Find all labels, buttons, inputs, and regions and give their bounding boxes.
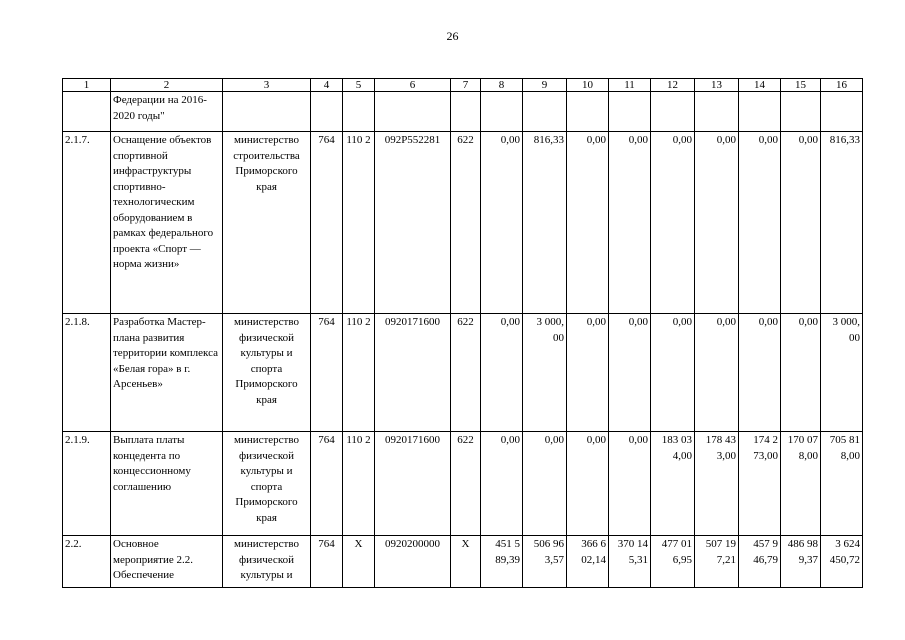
activity-name-cell: Оснащение объектов спортивной инфраструктуры спортивно-технологическим оборудованием в рамках федерального проекта «Спорт — норма жизни» [111,132,223,314]
amount-cell: 0,00 [695,132,739,314]
amount-cell: 0,00 [567,132,609,314]
code-cell: 0920171600 [375,432,451,536]
amount-cell: 366 6 02,14 [567,536,609,588]
column-header: 1 [63,79,111,92]
executor-cell [223,92,311,132]
amount-cell: 0,00 [609,314,651,432]
column-header: 13 [695,79,739,92]
amount-cell: 0,00 [567,314,609,432]
amount-cell: 370 14 5,31 [609,536,651,588]
code-cell: 0920200000 [375,536,451,588]
column-header: 16 [821,79,863,92]
activity-name-cell: Федерации на 2016-2020 годы" [111,92,223,132]
row-number-cell: 2.1.7. [63,132,111,314]
code-cell: 764 [311,432,343,536]
amount-cell: 0,00 [781,132,821,314]
code-cell: 622 [451,432,481,536]
amount-cell: 451 5 89,39 [481,536,523,588]
amount-cell [781,92,821,132]
executor-cell: министерство физической культуры и [223,536,311,588]
column-header: 9 [523,79,567,92]
amount-cell: 0,00 [695,314,739,432]
code-cell: 110 2 [343,314,375,432]
amount-cell: 0,00 [781,314,821,432]
table-row [63,536,863,588]
row-number-cell: 2.1.9. [63,432,111,536]
code-cell: 110 2 [343,132,375,314]
activity-name-cell: Выплата платы концедента по концессионному соглашению [111,432,223,536]
amount-cell: 183 03 4,00 [651,432,695,536]
column-header: 4 [311,79,343,92]
column-header: 3 [223,79,311,92]
code-cell: 622 [451,314,481,432]
amount-cell: 477 01 6,95 [651,536,695,588]
activity-name-cell: Разработка Мастер-плана развития территории комплекса «Белая гора» в г. Арсеньев» [111,314,223,432]
code-cell: 764 [311,314,343,432]
code-cell [343,92,375,132]
amount-cell: 506 96 3,57 [523,536,567,588]
page-number: 26 [446,29,459,43]
amount-cell: 0,00 [481,432,523,536]
activity-name-cell: Основное мероприятие 2.2. Обеспечение [111,536,223,588]
table-row [63,314,863,432]
amount-cell: 178 43 3,00 [695,432,739,536]
code-cell: 764 [311,536,343,588]
amount-cell: 0,00 [651,314,695,432]
amount-cell: 816,33 [821,132,863,314]
amount-cell: 0,00 [739,132,781,314]
column-header: 5 [343,79,375,92]
code-cell [311,92,343,132]
amount-cell: 3 000, 00 [821,314,863,432]
code-cell [375,92,451,132]
table-row [63,432,863,536]
column-header: 12 [651,79,695,92]
amount-cell [481,92,523,132]
amount-cell: 0,00 [609,132,651,314]
executor-cell: министерство строительства Приморского края [223,132,311,314]
amount-cell: 0,00 [523,432,567,536]
amount-cell [695,92,739,132]
code-cell: 092P552281 [375,132,451,314]
header-row [63,79,863,92]
amount-cell: 3 624 450,72 [821,536,863,588]
amount-cell: 0,00 [651,132,695,314]
table-row [63,132,863,314]
amount-cell: 705 81 8,00 [821,432,863,536]
amount-cell [523,92,567,132]
amount-cell: 3 000, 00 [523,314,567,432]
column-header: 14 [739,79,781,92]
amount-cell: 457 9 46,79 [739,536,781,588]
amount-cell: 0,00 [609,432,651,536]
budget-table [62,78,863,588]
amount-cell [739,92,781,132]
code-cell: 622 [451,132,481,314]
executor-cell: министерство физической культуры и спорта Приморского края [223,314,311,432]
executor-cell: министерство физической культуры и спорта Приморского края [223,432,311,536]
amount-cell: 174 2 73,00 [739,432,781,536]
column-header: 8 [481,79,523,92]
column-header: 7 [451,79,481,92]
code-cell: 764 [311,132,343,314]
column-header: 11 [609,79,651,92]
amount-cell [821,92,863,132]
code-cell: 0920171600 [375,314,451,432]
amount-cell: 0,00 [567,432,609,536]
amount-cell: 486 98 9,37 [781,536,821,588]
amount-cell: 0,00 [481,314,523,432]
table-row [63,92,863,132]
column-header: 2 [111,79,223,92]
amount-cell [651,92,695,132]
column-header: 15 [781,79,821,92]
amount-cell [567,92,609,132]
column-header: 6 [375,79,451,92]
amount-cell: 170 07 8,00 [781,432,821,536]
amount-cell: 507 19 7,21 [695,536,739,588]
amount-cell: 816,33 [523,132,567,314]
amount-cell: 0,00 [739,314,781,432]
row-number-cell: 2.1.8. [63,314,111,432]
code-cell [451,92,481,132]
row-number-cell: 2.2. [63,536,111,588]
column-header: 10 [567,79,609,92]
amount-cell [609,92,651,132]
code-cell: X [343,536,375,588]
code-cell: 110 2 [343,432,375,536]
row-number-cell [63,92,111,132]
code-cell: X [451,536,481,588]
amount-cell: 0,00 [481,132,523,314]
